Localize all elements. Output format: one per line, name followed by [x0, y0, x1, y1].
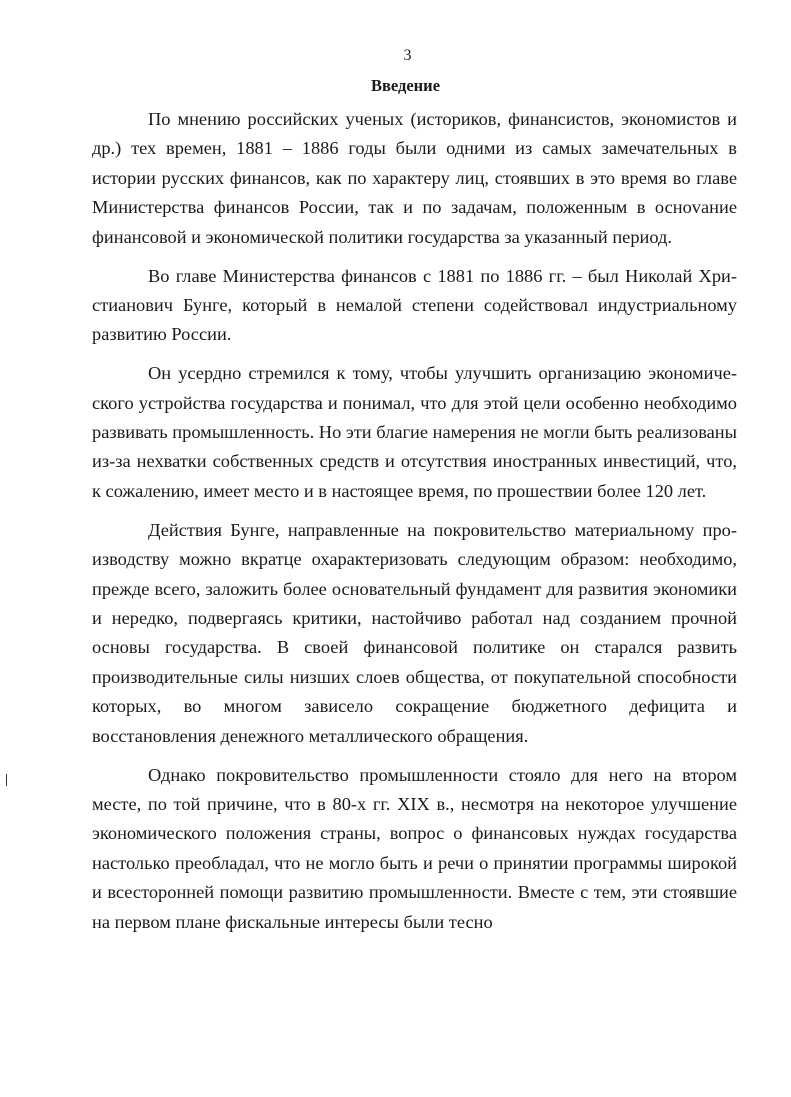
paragraph: Действия Бунге, направленные на покровительство материальному производству можно вкратце охарактеризовать следующим образом: необходимо, прежде всего, заложить более основательный фундамент для развития экономики и нередко, подвергаясь критики, настойчиво работал над созданием прочной основы государства. В своей финансовой политике он старался развить производительные силы низших слоев общества, от покупательной способности которых, во многом зависело сокращение бюджетного дефицита и восстановления денежного металлического обращения.: [92, 519, 737, 746]
paragraph: Он усердно стремился к тому, чтобы улучшить организацию экономического устройства государства и понимал, что для этой цели особенно необходимо развивать промышленность. Но эти благие намерения не могли быть реализованы из-за нехватки собственных средств и отсутствия иностранных инвестиций, что, к сожалению, имеет место и в настоящее время, по прошествии более 120 лет.: [92, 363, 738, 501]
paragraph: По мнению российских ученых (историков, финансистов, экономистов и др.) тех времен, 1881 – 1886 годы были одними из самых замечательных в истории русских финансов, как по характеру лиц, стоявших в это время во главе Министерства финансов России, так и по задачам, положенным в осноvание финансовой и экономической политики государства за указанный период.: [92, 109, 737, 247]
scan-margin-mark: [6, 774, 7, 786]
page-number: 3: [403, 47, 412, 64]
paragraph: Однако покровительство промышленности стояло для него на втором месте, по той причине, что в 80-х гг. XIX в., несмотря на некоторое улучшение экономического положения страны, вопрос о финансовых нуждах государства настолько преобладал, что не могло быть и речи о принятии программы широкой и всесторонней помощи развитию промышленности. Вместе с тем, эти стоявшие на первом плане фискальные интересы были тесно: [92, 764, 737, 932]
paragraph: Во главе Министерства финансов с 1881 по 1886 гг. – был Николай Христианович Бунге, который в немалой степени содействовал индустриальному развитию России.: [92, 265, 737, 345]
section-heading: Введение: [370, 76, 441, 95]
body-text: [92, 105, 737, 946]
